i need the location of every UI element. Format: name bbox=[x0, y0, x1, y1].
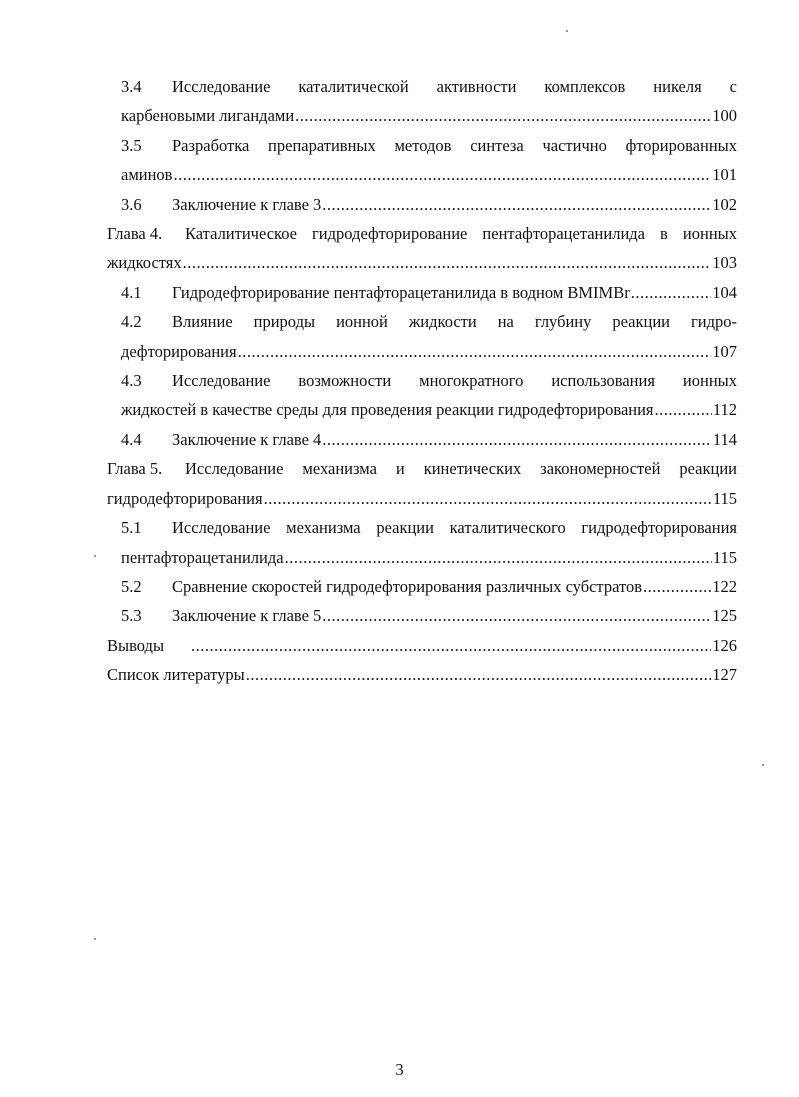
table-of-contents bbox=[107, 72, 737, 690]
dot-leader bbox=[322, 601, 711, 630]
toc-page-number: 112 bbox=[712, 400, 737, 420]
dot-leader bbox=[264, 484, 712, 513]
toc-entry-title-continuation: аминов bbox=[121, 165, 173, 185]
dot-leader bbox=[631, 278, 712, 307]
scan-speck bbox=[94, 938, 96, 940]
toc-entry-number: 3.4 bbox=[121, 77, 142, 96]
toc-entry-3-5 bbox=[107, 131, 737, 190]
toc-entry-conclusions bbox=[107, 631, 737, 660]
toc-entry-title: Разработка препаративных методов синтеза частично фторированных bbox=[172, 135, 737, 155]
toc-entry-5-2 bbox=[107, 572, 737, 601]
toc-entry-title: Заключение к главе 5 bbox=[172, 606, 322, 626]
toc-entry-title: Гидродефторирование пентафторацетанилида в водном BMIMBr bbox=[172, 282, 630, 302]
toc-entry-title-continuation: карбеновыми лигандами bbox=[121, 106, 295, 126]
toc-entry-title-continuation: дефторирования bbox=[121, 341, 237, 361]
toc-chapter-4 bbox=[107, 219, 737, 278]
toc-entry-title: Заключение к главе 4 bbox=[172, 429, 322, 449]
toc-entry-number: 3.5 bbox=[121, 135, 142, 155]
toc-chapter-title: Каталитическое гидродефторирование пентафторацетанилида в ионных bbox=[185, 224, 737, 244]
toc-entry-number: 4.4 bbox=[121, 429, 142, 449]
dot-leader bbox=[285, 543, 712, 572]
dot-leader bbox=[322, 425, 712, 454]
toc-entry-title: Сравнение скоростей гидродефторирования различных субстратов bbox=[172, 576, 643, 596]
toc-entry-3-4 bbox=[107, 72, 737, 131]
toc-entry-number: 4.1 bbox=[121, 282, 142, 302]
toc-entry-title: Список литературы bbox=[107, 665, 245, 685]
toc-page-number: 100 bbox=[712, 106, 737, 126]
toc-page-number: 101 bbox=[712, 165, 737, 185]
toc-entry-title: Выводы bbox=[107, 635, 165, 655]
toc-entry-4-2 bbox=[107, 307, 737, 366]
toc-entry-4-4 bbox=[107, 425, 737, 454]
toc-entry-number: 5.2 bbox=[121, 576, 142, 596]
toc-entry-title: Исследование механизма реакции каталитического гидродефторирования bbox=[172, 518, 737, 538]
toc-chapter-title-continuation: гидродефторирования bbox=[107, 488, 263, 508]
toc-entry-title: Исследование каталитической активности комплексов никеля с bbox=[172, 77, 737, 96]
toc-entry-title-continuation: жидкостей в качестве среды для проведения реакции гидродефторирования bbox=[121, 400, 654, 420]
dot-leader bbox=[322, 190, 711, 219]
toc-entry-number: 4.2 bbox=[121, 312, 142, 332]
toc-entry-number: 3.6 bbox=[121, 194, 142, 214]
toc-page-number: 125 bbox=[712, 606, 737, 626]
toc-page-number: 115 bbox=[712, 547, 737, 567]
toc-entry-number: 4.3 bbox=[121, 371, 142, 391]
toc-entry-number: 5.1 bbox=[121, 518, 142, 538]
dot-leader bbox=[238, 337, 712, 366]
toc-chapter-5 bbox=[107, 454, 737, 513]
toc-page-number: 115 bbox=[712, 488, 737, 508]
toc-entry-references bbox=[107, 660, 737, 689]
toc-page-number: 122 bbox=[712, 576, 737, 596]
page-number: 3 bbox=[395, 1060, 404, 1079]
scan-speck bbox=[94, 555, 96, 557]
dot-leader bbox=[643, 572, 711, 601]
toc-entry-title: Заключение к главе 3 bbox=[172, 194, 322, 214]
dot-leader bbox=[655, 395, 712, 424]
scan-speck bbox=[762, 764, 764, 766]
toc-entry-number: 5.3 bbox=[121, 606, 142, 626]
scan-speck bbox=[566, 30, 568, 32]
dot-leader bbox=[173, 160, 711, 189]
toc-entry-5-3 bbox=[107, 601, 737, 630]
toc-chapter-title-continuation: жидкостях bbox=[107, 253, 182, 273]
toc-page-number: 103 bbox=[712, 253, 737, 273]
dot-leader bbox=[295, 101, 711, 130]
dot-leader bbox=[246, 660, 712, 689]
toc-page-number: 102 bbox=[712, 194, 737, 214]
toc-entry-title-continuation: пентафторацетанилида bbox=[121, 547, 284, 567]
dot-leader bbox=[183, 248, 712, 277]
toc-page-number: 127 bbox=[712, 665, 737, 685]
toc-page-number: 104 bbox=[712, 282, 737, 302]
toc-entry-title: Исследование возможности многократного использования ионных bbox=[172, 371, 737, 391]
toc-entry-title: Влияние природы ионной жидкости на глубину реакции гидро- bbox=[172, 312, 737, 332]
toc-page-number: 114 bbox=[712, 429, 737, 449]
toc-entry-4-3 bbox=[107, 366, 737, 425]
toc-page-number: 107 bbox=[712, 341, 737, 361]
toc-entry-5-1 bbox=[107, 513, 737, 572]
toc-entry-4-1 bbox=[107, 278, 737, 307]
toc-chapter-number: Глава 4. bbox=[107, 224, 163, 244]
toc-entry-3-6 bbox=[107, 190, 737, 219]
toc-chapter-title: Исследование механизма и кинетических закономерностей реакции bbox=[185, 459, 737, 479]
toc-chapter-number: Глава 5. bbox=[107, 459, 163, 479]
toc-page-number: 126 bbox=[712, 635, 737, 655]
dot-leader bbox=[191, 631, 711, 660]
